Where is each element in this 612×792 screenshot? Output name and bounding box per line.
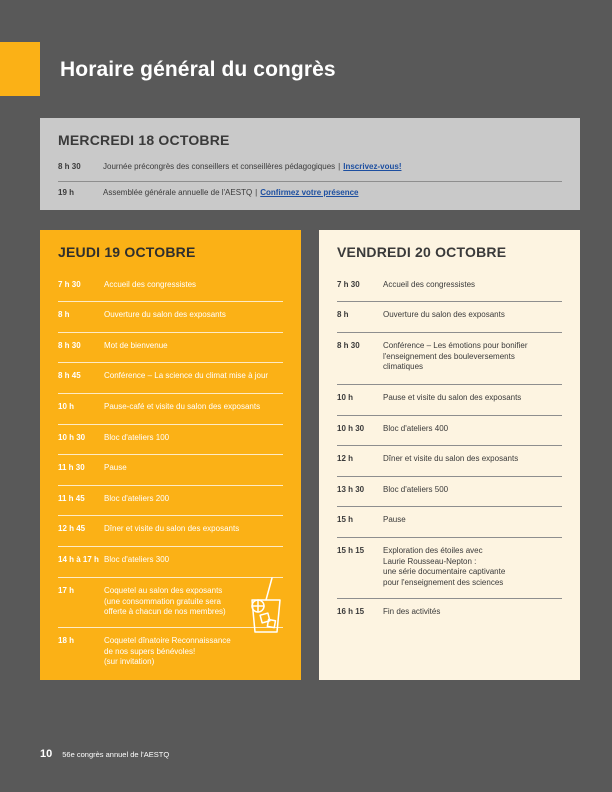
schedule-row <box>58 182 562 208</box>
schedule-row <box>337 599 562 629</box>
row-desc: Pause et visite du salon des exposants <box>383 393 522 402</box>
thursday-column <box>40 230 301 680</box>
row-desc-text: Assemblée générale annuelle de l'AESTQ <box>103 188 253 197</box>
row-time: 12 h <box>337 454 354 463</box>
row-desc: Pause-café et visite du salon des exposants <box>104 402 261 411</box>
wednesday-title: MERCREDI 18 OCTOBRE <box>58 132 230 148</box>
row-time: 19 h <box>58 188 75 197</box>
row-desc: Pause <box>104 463 127 472</box>
row-time: 15 h 15 <box>337 546 365 555</box>
footer-text: 56e congrès annuel de l'AESTQ <box>62 750 170 759</box>
schedule-row <box>58 547 283 578</box>
row-desc: Dîner et visite du salon des exposants <box>383 454 519 463</box>
schedule-row <box>58 628 283 688</box>
row-desc: Bloc d'ateliers 500 <box>383 485 449 494</box>
schedule-row <box>337 272 562 302</box>
schedule-row <box>58 394 283 425</box>
thursday-title: JEUDI 19 OCTOBRE <box>58 244 196 260</box>
row-desc <box>103 162 562 172</box>
row-desc: Conférence – La science du climat mise à jour <box>104 371 269 380</box>
schedule-row <box>337 446 562 477</box>
schedule-row <box>337 477 562 507</box>
page-title: Horaire général du congrès <box>60 58 336 81</box>
row-desc: Bloc d'ateliers 400 <box>383 424 449 433</box>
row-time: 14 h à 17 h <box>58 555 99 564</box>
row-time: 15 h <box>337 515 354 524</box>
schedule-row <box>58 156 562 182</box>
row-desc: Conférence – Les émotions pour bonifier l'enseignement des bouleversements climatiques <box>383 341 528 371</box>
confirm-presence-link[interactable]: Confirmez votre présence <box>260 188 359 197</box>
schedule-row <box>337 333 562 385</box>
schedule-row <box>58 425 283 455</box>
row-time: 12 h 45 <box>58 524 86 533</box>
accent-bar <box>0 42 40 96</box>
row-desc: Fin des activités <box>383 607 441 616</box>
row-time: 8 h 30 <box>337 341 360 350</box>
schedule-row <box>337 416 562 446</box>
row-time: 11 h 30 <box>58 463 85 472</box>
row-time: 11 h 45 <box>58 494 85 503</box>
wednesday-box <box>40 118 580 210</box>
row-desc: Accueil des congressistes <box>104 280 197 289</box>
schedule-row <box>58 455 283 486</box>
row-time: 16 h 15 <box>337 607 365 616</box>
cocktail-glass-icon <box>246 576 286 636</box>
row-desc: Bloc d'ateliers 300 <box>104 555 170 564</box>
schedule-row <box>58 486 283 516</box>
row-time: 10 h <box>337 393 354 402</box>
row-time: 8 h 45 <box>58 371 81 380</box>
row-desc: Ouverture du salon des exposants <box>104 310 226 319</box>
row-time: 13 h 30 <box>337 485 365 494</box>
row-desc <box>103 188 562 198</box>
schedule-row <box>58 302 283 333</box>
separator: | <box>255 188 258 197</box>
schedule-row <box>337 385 562 416</box>
register-link[interactable]: Inscrivez-vous! <box>343 162 402 171</box>
row-desc: Mot de bienvenue <box>104 341 168 350</box>
row-desc: Ouverture du salon des exposants <box>383 310 505 319</box>
schedule-row <box>58 516 283 547</box>
row-time: 7 h 30 <box>58 280 81 289</box>
friday-rows <box>337 272 562 629</box>
schedule-row <box>337 507 562 538</box>
row-time: 8 h <box>337 310 349 319</box>
row-time: 10 h <box>58 402 75 411</box>
schedule-row <box>58 333 283 363</box>
row-time: 17 h <box>58 586 75 595</box>
friday-title: VENDREDI 20 OCTOBRE <box>337 244 507 260</box>
schedule-row <box>58 363 283 394</box>
row-desc-text: Journée précongrès des conseillers et conseillères pédagogiques <box>103 162 336 171</box>
page-number: 10 <box>40 748 53 760</box>
schedule-row <box>337 302 562 333</box>
row-time: 10 h 30 <box>337 424 365 433</box>
row-desc: Exploration des étoiles avec Laurie Rousseau-Nepton : une série documentaire captivante pour l'enseignement des sciences <box>383 546 506 587</box>
friday-column <box>319 230 580 680</box>
footer <box>40 748 169 760</box>
row-time: 8 h <box>58 310 70 319</box>
row-time: 18 h <box>58 636 75 645</box>
row-desc: Coquetel au salon des exposants (une consommation gratuite sera offerte à chacun de nos membres) <box>104 586 226 616</box>
separator: | <box>338 162 341 171</box>
row-desc: Bloc d'ateliers 200 <box>104 494 170 503</box>
row-time: 8 h 30 <box>58 162 81 171</box>
schedule-row <box>337 538 562 599</box>
row-time: 7 h 30 <box>337 280 360 289</box>
row-desc: Pause <box>383 515 406 524</box>
schedule-row <box>58 272 283 302</box>
row-time: 10 h 30 <box>58 433 86 442</box>
row-desc: Accueil des congressistes <box>383 280 476 289</box>
row-desc: Coquetel dînatoire Reconnaissance de nos supers bénévoles! (sur invitation) <box>104 636 231 666</box>
row-time: 8 h 30 <box>58 341 81 350</box>
row-desc: Dîner et visite du salon des exposants <box>104 524 240 533</box>
row-desc: Bloc d'ateliers 100 <box>104 433 170 442</box>
